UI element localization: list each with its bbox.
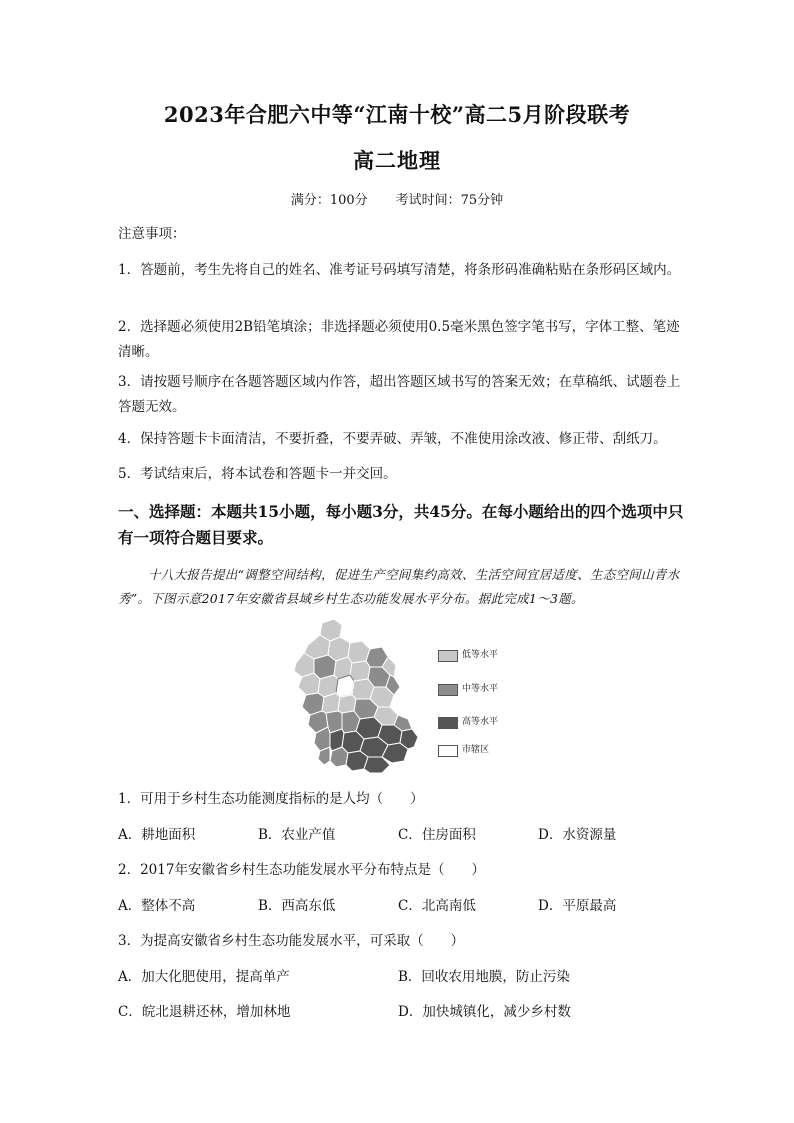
exam-meta (0, 189, 794, 208)
question-3-stem: 3．为提高安徽省乡村生态功能发展水平，可采取（ ） (118, 933, 465, 949)
q1-option-c: C．住房面积 (398, 827, 476, 843)
question-1-stem: 1．可用于乡村生态功能测度指标的是人均（ ） (118, 791, 424, 807)
q2-option-b: B．西高东低 (258, 898, 336, 914)
question-1-options (118, 823, 688, 847)
section-heading: 一、选择题：本题共15小题，每小题3分，共45分。在每小题给出的四个选项中只有一项符合题目要求。 (118, 502, 684, 547)
note-item-3: 3．请按题号顺序在各题答题区域内作答，超出答题区域书写的答案无效；在草稿纸、试题卷上答题无效。 (118, 374, 681, 415)
anhui-ecology-map (290, 615, 430, 775)
q3-option-b: B．回收农用地膜，防止污染 (398, 969, 570, 985)
legend-swatch-urban (438, 745, 458, 757)
full-score: 满分：100分 (290, 193, 368, 208)
note-item-1: 1．答题前，考生先将自己的姓名、准考证号码填写清楚，将条形码准确粘贴在条形码区域内。 (118, 262, 681, 278)
question-3-options-row1 (118, 965, 688, 989)
legend-swatch-high (438, 717, 458, 729)
question-2-options (118, 894, 688, 918)
note-item-5: 5．考试结束后，将本试卷和答题卡一并交回。 (118, 466, 397, 482)
exam-subject: 高二地理 (353, 148, 441, 173)
legend-label-medium: 中等水平 (462, 684, 499, 694)
question-2-stem: 2．2017年安徽省乡村生态功能发展水平分布特点是（ ） (118, 862, 485, 878)
q2-option-c: C．北高南低 (398, 898, 476, 914)
q3-option-c: C．皖北退耕还林，增加林地 (118, 1004, 291, 1020)
legend-label-urban: 市辖区 (462, 745, 490, 755)
q1-option-b: B．农业产值 (258, 827, 336, 843)
q3-option-d: D．加快城镇化，减少乡村数 (398, 1004, 571, 1020)
legend-label-high: 高等水平 (462, 717, 499, 727)
notes-heading: 注意事项： (118, 226, 186, 242)
legend-swatch-low (438, 650, 458, 662)
q1-option-a: A．耕地面积 (118, 827, 196, 843)
note-item-2: 2．选择题必须使用2B铅笔填涂；非选择题必须使用0.5毫米黑色签字笔书写，字体工整、笔迹清晰。 (118, 319, 680, 360)
exam-title: 2023年合肥六中等“江南十校”高二5月阶段联考 (163, 102, 631, 127)
legend-label-low: 低等水平 (462, 650, 499, 660)
legend-swatch-medium (438, 684, 458, 696)
q3-option-a: A．加大化肥使用，提高单产 (118, 969, 290, 985)
note-item-4: 4．保持答题卡卡面清洁，不要折叠，不要弄破、弄皱，不准使用涂改液、修正带、刮纸刀。 (118, 431, 667, 447)
q2-option-d: D．平原最高 (538, 898, 617, 914)
q2-option-a: A．整体不高 (118, 898, 196, 914)
question-3-options-row2 (118, 1000, 688, 1024)
exam-time: 考试时间：75分钟 (395, 193, 504, 208)
q1-option-d: D．水资源量 (538, 827, 617, 843)
question-intro: 十八大报告提出“调整空间结构，促进生产空间集约高效、生活空间宜居适度、生态空间山青水秀”。下图示意2017年安徽省县域乡村生态功能发展水平分布。据此完成1～3题。 (118, 567, 680, 606)
